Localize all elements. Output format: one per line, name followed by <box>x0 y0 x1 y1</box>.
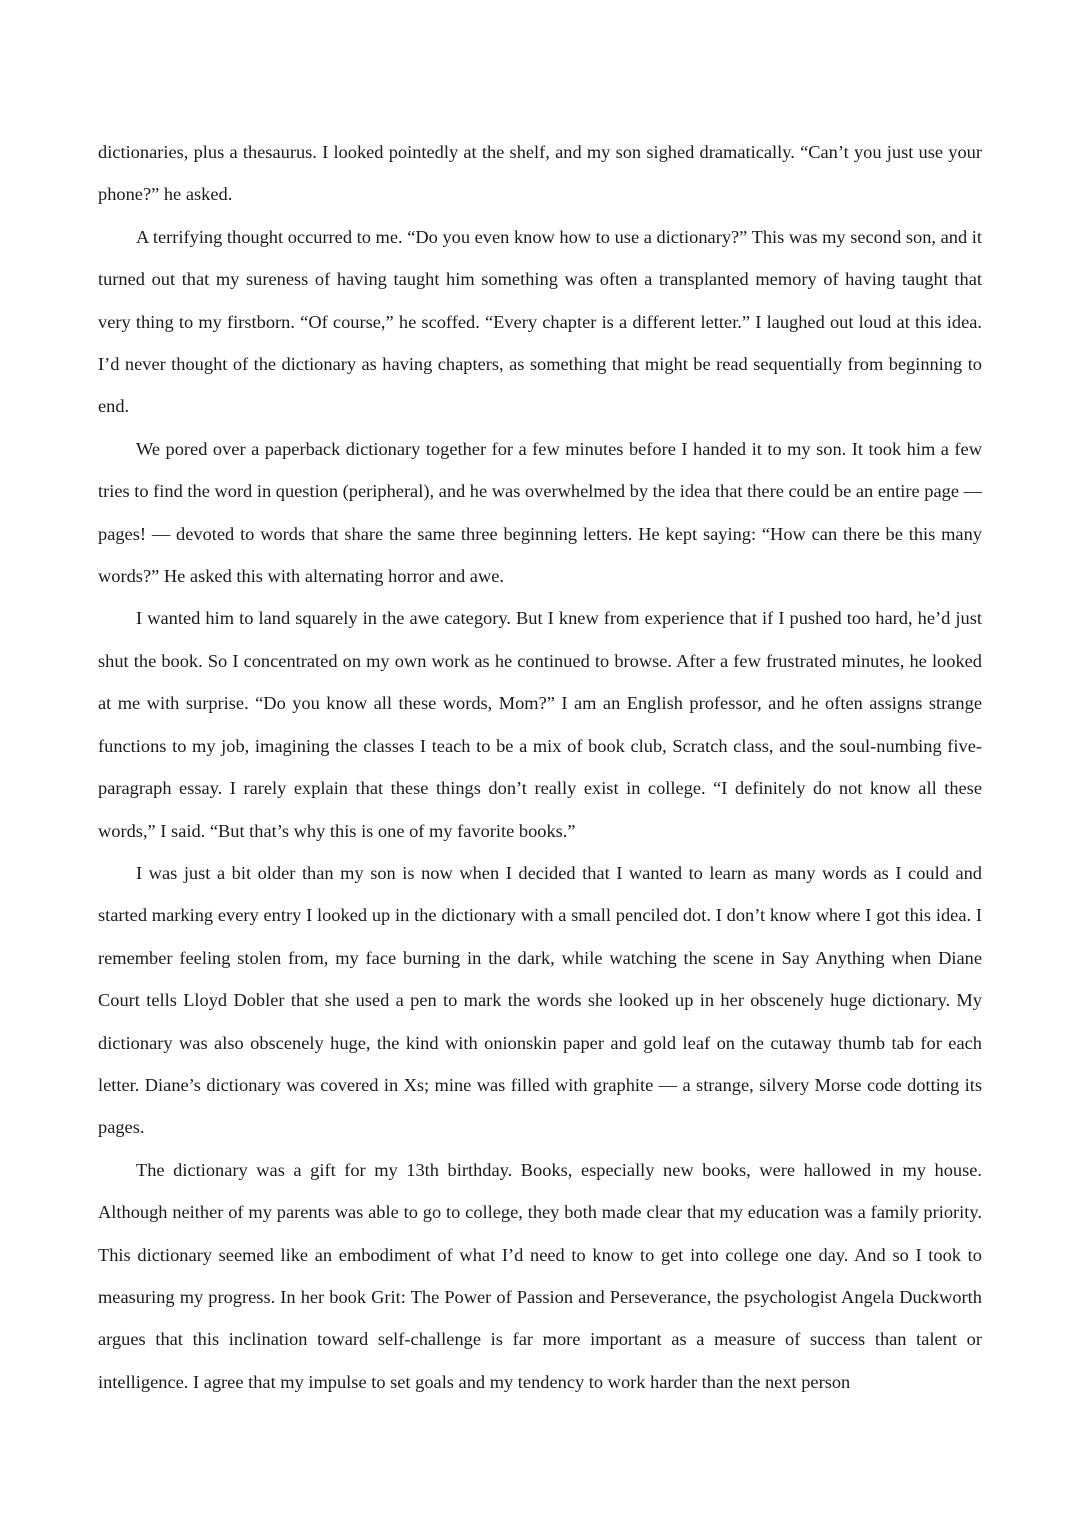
paragraph-6: The dictionary was a gift for my 13th birthday. Books, especially new books, were hallowed in my house. Although neither of my parents was able to go to college, they both made clear that my education was a family priority. This dictionary seemed like an embodiment of what I’d need to know to get into college one day. And so I took to measuring my progress. In her book Grit: The Power of Passion and Perseverance, the psychologist Angela Duckworth argues that this inclination toward self-challenge is far more important as a measure of success than talent or intelligence. I agree that my impulse to set goals and my tendency to work harder than the next person <box>98 1159 982 1392</box>
paragraph-4: I wanted him to land squarely in the awe category. But I knew from experience that if I pushed too hard, he’d just shut the book. So I concentrated on my own work as he continued to browse. After a few frustrated minutes, he looked at me with surprise. “Do you know all these words, Mom?” I am an English professor, and he often assigns strange functions to my job, imagining the classes I teach to be a mix of book club, Scratch class, and the soul-numbing five-paragraph essay. I rarely explain that these things don’t really exist in college. “I definitely do not know all these words,” I said. “But that’s why this is one of my favorite books.” <box>98 608 982 841</box>
document-page <box>98 131 982 1403</box>
paragraph-5: I was just a bit older than my son is now when I decided that I wanted to learn as many words as I could and started marking every entry I looked up in the dictionary with a small penciled dot. I don’t know where I got this idea. I remember feeling stolen from, my face burning in the dark, while watching the scene in Say Anything when Diane Court tells Lloyd Dobler that she used a pen to mark the words she looked up in her obscenely huge dictionary. My dictionary was also obscenely huge, the kind with onionskin paper and gold leaf on the cutaway thumb tab for each letter. Diane’s dictionary was covered in Xs; mine was filled with graphite — a strange, silvery Morse code dotting its pages. <box>98 862 982 1138</box>
paragraph-1: dictionaries, plus a thesaurus. I looked pointedly at the shelf, and my son sighed dramatically. “Can’t you just use your phone?” he asked. <box>98 142 982 205</box>
paragraph-2: A terrifying thought occurred to me. “Do you even know how to use a dictionary?” This was my second son, and it turned out that my sureness of having taught him something was often a transplanted memory of having taught that very thing to my firstborn. “Of course,” he scoffed. “Every chapter is a different letter.” I laughed out loud at this idea. I’d never thought of the dictionary as having chapters, as something that might be read sequentially from beginning to end. <box>98 226 982 417</box>
paragraph-3: We pored over a paperback dictionary together for a few minutes before I handed it to my son. It took him a few tries to find the word in question (peripheral), and he was overwhelmed by the idea that there could be an entire page — pages! — devoted to words that share the same three beginning letters. He kept saying: “How can there be this many words?” He asked this with alternating horror and awe. <box>98 438 982 587</box>
